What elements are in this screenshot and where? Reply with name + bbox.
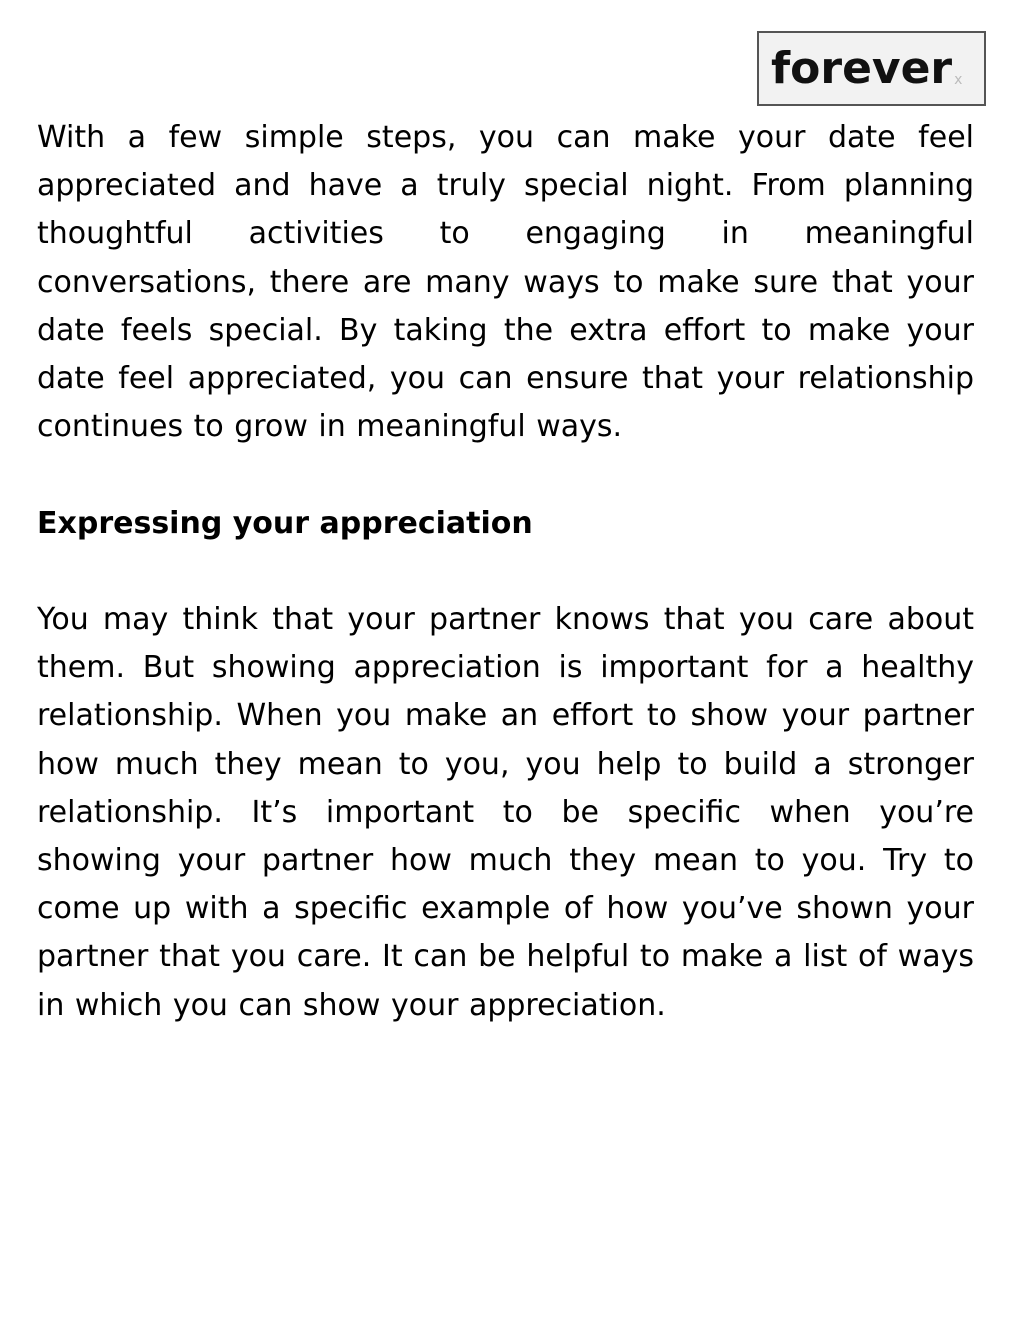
logo-mark: x: [954, 72, 963, 88]
paragraph-spacer: [37, 548, 974, 596]
logo-wordmark: forever: [771, 42, 953, 94]
section-paragraph: You may think that your partner knows that you care about them. But showing appreciation is important for a healthy relationship. When you make an effort to show your partner how much they mean to you, you help to build a stronger relationship. It’s important to be specific when you’re showing your partner how much they mean to you. Try to come up with a specific example of how you’ve shown your partner that you care. It can be helpful to make a list of ways in which you can show your appreciation.: [37, 602, 974, 1023]
brand-logo: [757, 31, 986, 106]
paragraph-spacer: [37, 451, 974, 499]
section-heading: Expressing your appreciation: [37, 505, 533, 541]
intro-paragraph: With a few simple steps, you can make your date feel appreciated and have a truly special night. From planning thoughtful activities to engaging in meaningful conversations, there are many ways to make sure that your date feels special. By taking the extra effort to make your date feel appreciated, you can ensure that your relationship continues to grow in meaningful ways.: [37, 120, 974, 445]
document-body: [37, 114, 974, 1030]
